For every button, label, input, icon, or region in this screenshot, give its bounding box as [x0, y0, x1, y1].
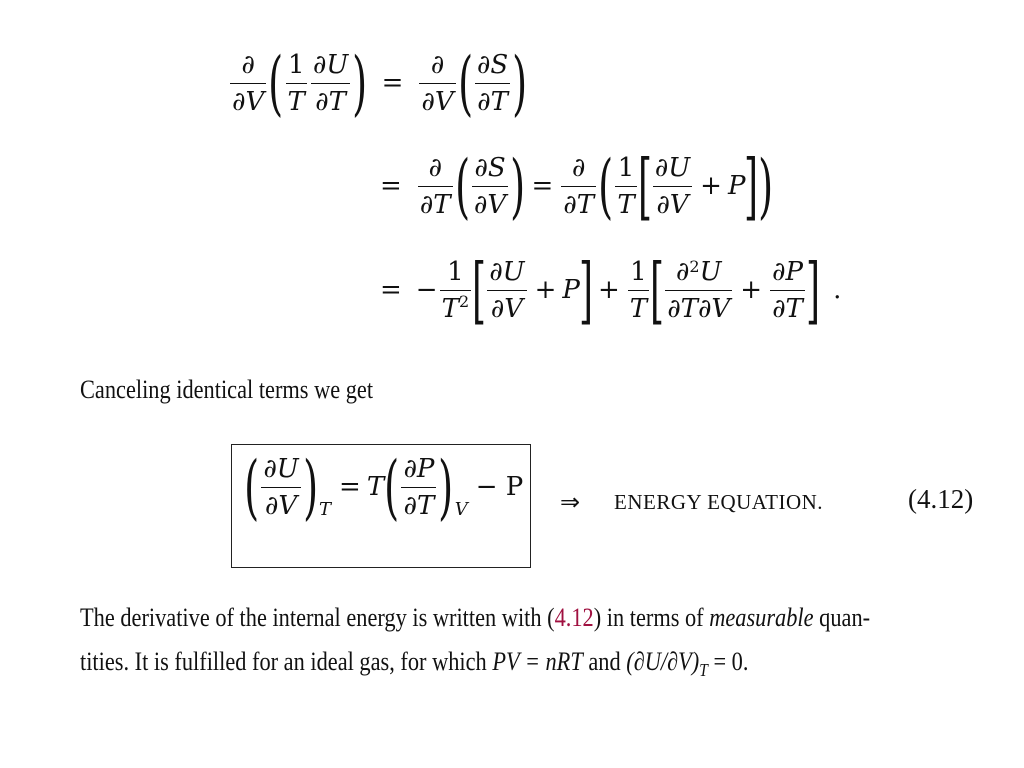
bracket-close: ] — [578, 248, 593, 332]
pressure-symbol: P — [562, 275, 580, 305]
paragraph-derivative-line-1 — [80, 598, 870, 638]
d-dv-fraction: $\frac{\partial}{\partial V}$ — [232, 49, 265, 117]
emphasis-measurable: measurable — [709, 603, 814, 632]
plus-sign: + — [740, 275, 763, 305]
equation-number: (4.12) — [908, 484, 974, 514]
d-dt-fraction: $\frac{\partial}{\partial T}$ — [419, 152, 451, 220]
plus-sign: + — [597, 275, 620, 305]
equals-sign: = — [381, 68, 404, 98]
du-dv-fraction: $\frac{\partial U}{\partial V}$ — [263, 453, 299, 521]
one-over-t: $\frac{1}{T}$ — [287, 49, 305, 117]
text-run: The derivative of the internal energy is written with ( — [80, 603, 555, 632]
d-dt-fraction: $\frac{\partial}{\partial T}$ — [563, 152, 595, 220]
equals-sign: = — [380, 171, 402, 201]
paren-open: ( — [384, 446, 400, 528]
du-dt-fraction: $\frac{\partial U}{\partial T}$ — [312, 49, 349, 117]
paren-close: ) — [352, 42, 368, 124]
equals-sign: = — [531, 171, 554, 201]
ds-dt-fraction: $\frac{\partial S}{\partial T}$ — [476, 49, 509, 117]
paren-open: ( — [454, 145, 470, 227]
implies-arrow: ⇒ — [560, 488, 581, 516]
bracket-open: [ — [637, 144, 652, 228]
paren-close: ) — [757, 145, 773, 227]
equals-sign: = — [380, 275, 402, 305]
energy-equation-label: ENERGY EQUATION. — [614, 490, 824, 514]
text-run: and — [582, 647, 627, 676]
text-run: ) in terms of — [593, 603, 710, 632]
minus-p: − P — [475, 472, 524, 502]
subscript-v: V — [454, 498, 468, 520]
period: . — [833, 275, 842, 305]
ideal-gas-law: PV = nRT — [492, 647, 583, 676]
bracket-open: [ — [650, 248, 665, 332]
paren-close: ) — [510, 145, 526, 227]
d-dv-fraction: $\frac{\partial}{\partial V}$ — [421, 49, 454, 117]
bracket-open: [ — [472, 248, 487, 332]
paren-open: ( — [457, 42, 473, 124]
equation-line-2 — [380, 144, 773, 228]
equation-reference-link[interactable]: 4.12 — [554, 603, 594, 632]
bracket-close: ] — [744, 144, 759, 228]
one-over-t: $\frac{1}{T}$ — [617, 152, 635, 220]
d2u-dtdv-fraction: $\frac{\partial^2U}{\partial T\partial V}$ — [667, 256, 731, 324]
equation-line-3 — [380, 248, 842, 332]
plus-sign: + — [534, 275, 557, 305]
energy-equation — [244, 446, 529, 528]
dp-dt-fraction: $\frac{\partial P}{\partial T}$ — [403, 453, 435, 521]
paren-close: ) — [302, 446, 318, 528]
du-dv-fraction: $\frac{\partial U}{\partial V}$ — [654, 152, 691, 220]
paragraph-derivative-line-2 — [80, 642, 748, 690]
paren-close: ) — [512, 42, 528, 124]
bracket-close: ] — [805, 248, 821, 332]
equals-sign: = — [339, 472, 361, 502]
text-run: quan- — [813, 603, 871, 632]
minus-sign: − — [415, 275, 438, 305]
du-dv-fraction: $\frac{\partial U}{\partial V}$ — [489, 256, 525, 324]
subscript-t: T — [699, 660, 708, 681]
plus-sign: + — [700, 171, 722, 201]
text-run: = 0. — [707, 647, 749, 676]
paren-open: ( — [244, 446, 260, 528]
paren-close: ) — [438, 446, 454, 528]
paren-open: ( — [598, 145, 614, 227]
paragraph-canceling: Canceling identical terms we get — [80, 375, 374, 404]
one-over-t: $\frac{1}{T}$ — [629, 256, 648, 324]
one-over-t-squared: $\frac{1}{T^2}$ — [441, 256, 470, 324]
subscript-t: T — [319, 498, 332, 520]
dp-dt-fraction: $\frac{\partial P}{\partial T}$ — [772, 256, 803, 324]
equation-line-1 — [228, 42, 528, 124]
pressure-symbol: P — [727, 171, 746, 201]
derivative-expression: (∂U/∂V) — [626, 647, 700, 676]
text-run: tities. It is fulfilled for an ideal gas, for which — [80, 647, 493, 676]
paren-open: ( — [268, 42, 284, 124]
ds-dv-fraction: $\frac{\partial S}{\partial V}$ — [473, 152, 507, 220]
temperature-symbol: T — [366, 472, 385, 502]
